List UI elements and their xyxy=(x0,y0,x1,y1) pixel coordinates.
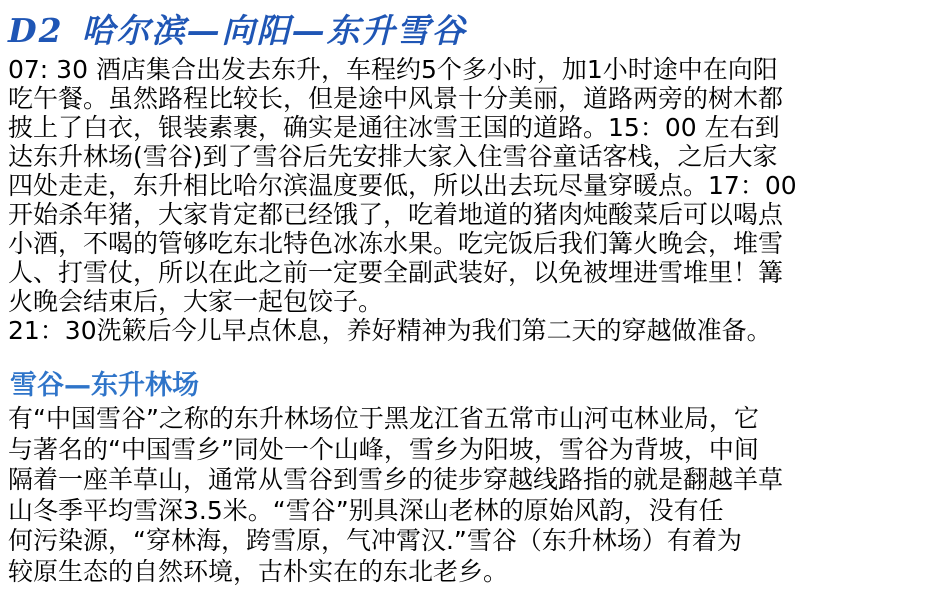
schedule-line: 开始杀年猪，大家肯定都已经饿了，吃着地道的猪肉炖酸菜后可以喝点 xyxy=(8,200,784,229)
day-title xyxy=(8,8,467,54)
intro-line: 较原生态的自然环境，古朴实在的东北老乡。 xyxy=(8,556,509,586)
day-route: 哈尔滨—向阳—东升雪谷 xyxy=(81,11,467,50)
section-title: 雪谷—东升林场 xyxy=(10,370,199,401)
schedule-line: 07: 30 酒店集合出发去东升，车程约5个多小时，加1小时途中在向阳 xyxy=(8,55,778,84)
intro-line: 隔着一座羊草山，通常从雪谷到雪乡的徒步穿越线路指的就是翻越羊草 xyxy=(8,465,784,494)
schedule-line: 火晚会结束后，大家一起包饺子。 xyxy=(8,287,384,316)
schedule-line: 小酒，不喝的管够吃东北特色冰冻水果。吃完饭后我们篝火晚会，堆雪 xyxy=(8,229,784,258)
schedule-paragraph xyxy=(8,55,943,345)
schedule-line: 人、打雪仗，所以在此之前一定要全副武装好，以免被埋进雪堆里！篝 xyxy=(8,258,784,287)
intro-line: 山冬季平均雪深3.5米。“雪谷”别具深山老林的原始风韵，没有任 xyxy=(8,495,724,525)
schedule-line: 21：30洗簌后今儿早点休息，养好精神为我们第二天的穿越做准备。 xyxy=(8,316,772,345)
day-code: D2 xyxy=(8,11,64,50)
intro-line: 有“中国雪谷”之称的东升林场位于黑龙江省五常市山河屯林业局，它 xyxy=(8,404,759,433)
schedule-line: 披上了白衣，银装素裹，确实是通往冰雪王国的道路。15：00 左右到 xyxy=(8,113,780,142)
schedule-line: 四处走走，东升相比哈尔滨温度要低，所以出去玩尽量穿暖点。17：00 xyxy=(8,171,797,200)
schedule-line: 达东升林场(雪谷)到了雪谷后先安排大家入住雪谷童话客栈，之后大家 xyxy=(8,142,778,171)
intro-paragraph xyxy=(8,404,943,587)
intro-line: 与著名的“中国雪乡”同处一个山峰，雪乡为阳坡，雪谷为背坡，中间 xyxy=(8,434,759,464)
intro-line: 何污染源，“穿林海，跨雪原，气冲霄汉.”雪谷（东升林场）有着为 xyxy=(8,526,742,555)
schedule-line: 吃午餐。虽然路程比较长，但是途中风景十分美丽，道路两旁的树木都 xyxy=(8,84,784,113)
